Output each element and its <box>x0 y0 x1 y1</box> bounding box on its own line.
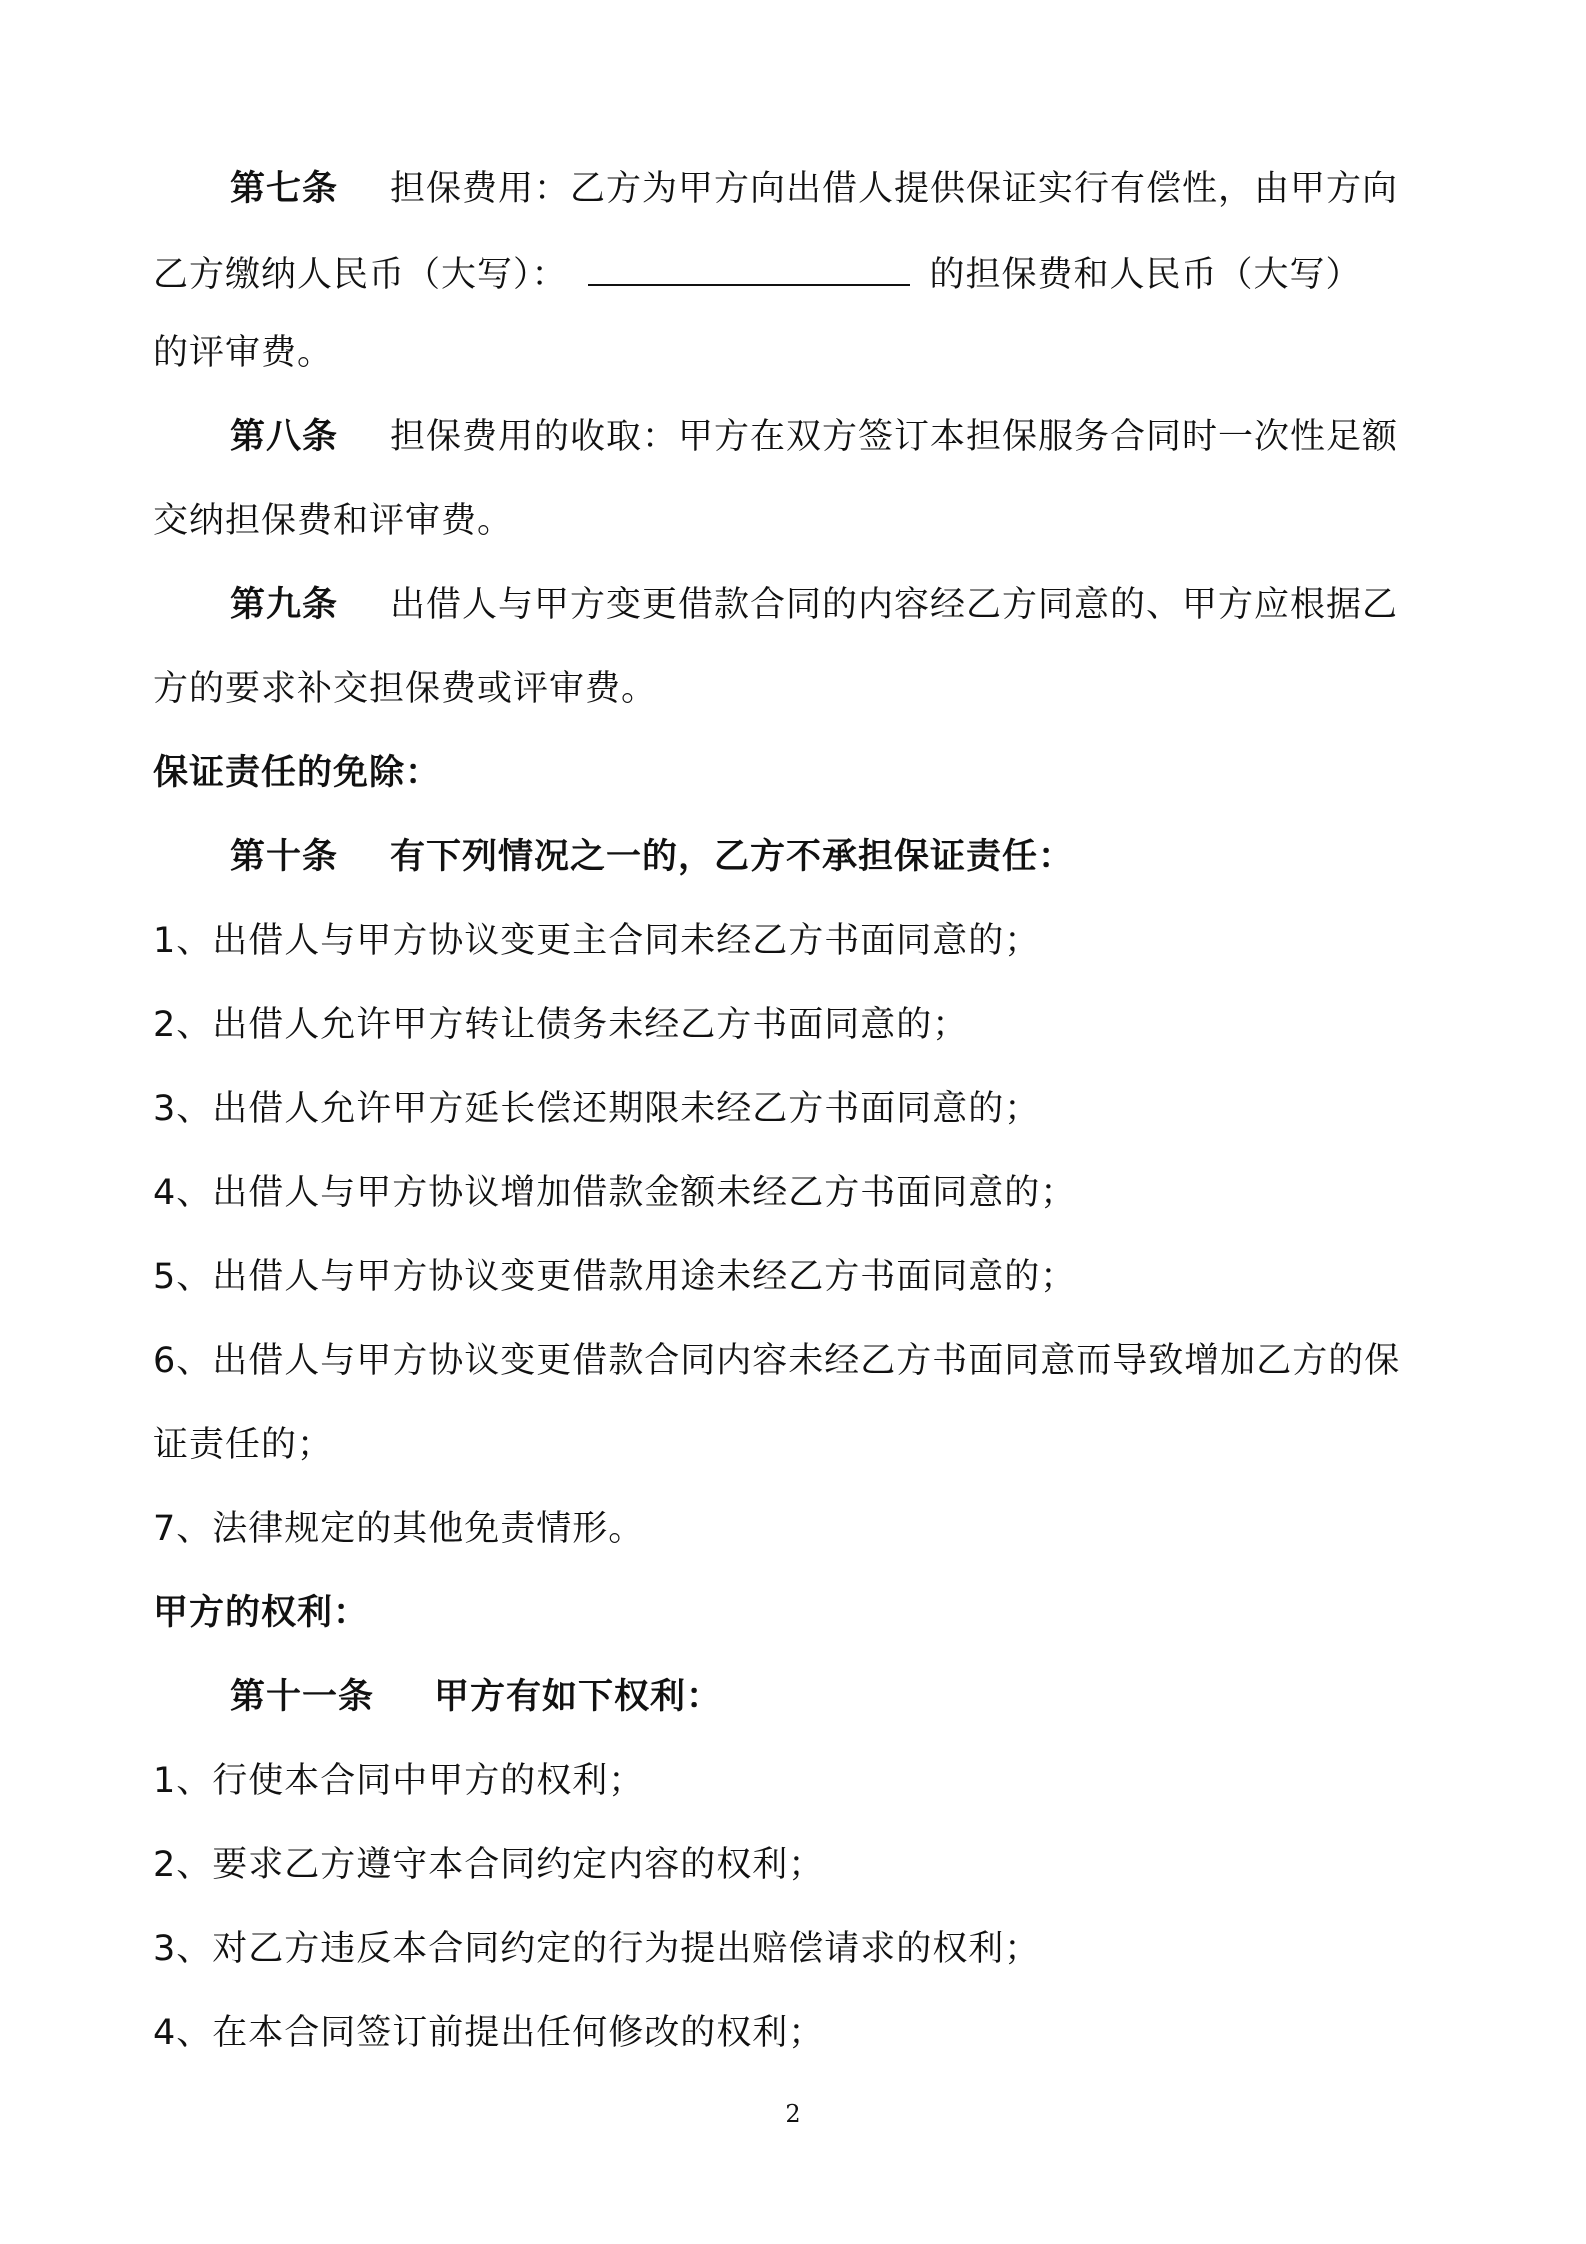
article-7-line-2 <box>153 252 1362 298</box>
article-8-line-1 <box>230 414 1398 460</box>
list-item: 4、在本合同签订前提出任何修改的权利； <box>153 2013 825 2053</box>
article-9-text-2: 方的要求补交担保费或评审费。 <box>153 669 658 709</box>
list-item: 6、出借人与甲方协议变更借款合同内容未经乙方书面同意而导致增加乙方的保 <box>153 1341 1401 1381</box>
section-heading-exemption: 保证责任的免除： <box>153 753 442 793</box>
article-9-line-1 <box>230 582 1398 628</box>
article-9-number: 第九条 <box>230 585 339 625</box>
article-10-text: 有下列情况之一的，乙方不承担保证责任： <box>390 837 1075 877</box>
article-9-line-2 <box>153 666 657 712</box>
article-7-text-3: 的评审费。 <box>153 333 334 373</box>
page-number: 2 <box>785 2100 801 2128</box>
article-11-number: 第十一条 <box>230 1677 375 1717</box>
guarantee-fee-blank <box>588 254 910 286</box>
article-7-line-3 <box>153 330 333 376</box>
article-7-number: 第七条 <box>230 169 339 209</box>
article-9-text-1: 出借人与甲方变更借款合同的内容经乙方同意的、甲方应根据乙 <box>390 585 1399 625</box>
list-item: 4、出借人与甲方协议增加借款金额未经乙方书面同意的； <box>153 1173 1077 1213</box>
list-item-continuation: 证责任的； <box>153 1425 334 1465</box>
article-10-line <box>230 834 1074 880</box>
article-8-text-1: 担保费用的收取：甲方在双方签订本担保服务合同时一次性足额 <box>390 417 1399 457</box>
list-item: 1、出借人与甲方协议变更主合同未经乙方书面同意的； <box>153 921 1041 961</box>
list-item: 3、出借人允许甲方延长偿还期限未经乙方书面同意的； <box>153 1089 1041 1129</box>
article-8-number: 第八条 <box>230 417 339 457</box>
article-7-text-2a: 乙方缴纳人民币（大写）： <box>153 255 568 295</box>
list-item: 5、出借人与甲方协议变更借款用途未经乙方书面同意的； <box>153 1257 1077 1297</box>
article-10-number: 第十条 <box>230 837 339 877</box>
article-7-line-1 <box>230 166 1398 212</box>
section-heading-rights: 甲方的权利： <box>153 1593 370 1633</box>
article-11-line <box>230 1674 722 1720</box>
list-item: 7、法律规定的其他免责情形。 <box>153 1509 645 1549</box>
list-item: 1、行使本合同中甲方的权利； <box>153 1761 645 1801</box>
list-item: 3、对乙方违反本合同约定的行为提出赔偿请求的权利； <box>153 1929 1041 1969</box>
article-8-text-2: 交纳担保费和评审费。 <box>153 501 514 541</box>
article-7-text-2b: 的担保费和人民币（大写） <box>929 255 1362 295</box>
list-item: 2、出借人允许甲方转让债务未经乙方书面同意的； <box>153 1005 969 1045</box>
article-7-text-1: 担保费用：乙方为甲方向出借人提供保证实行有偿性，由甲方向 <box>390 169 1399 209</box>
article-11-text: 甲方有如下权利： <box>434 1677 723 1717</box>
list-item: 2、要求乙方遵守本合同约定内容的权利； <box>153 1845 825 1885</box>
article-8-line-2 <box>153 498 513 544</box>
